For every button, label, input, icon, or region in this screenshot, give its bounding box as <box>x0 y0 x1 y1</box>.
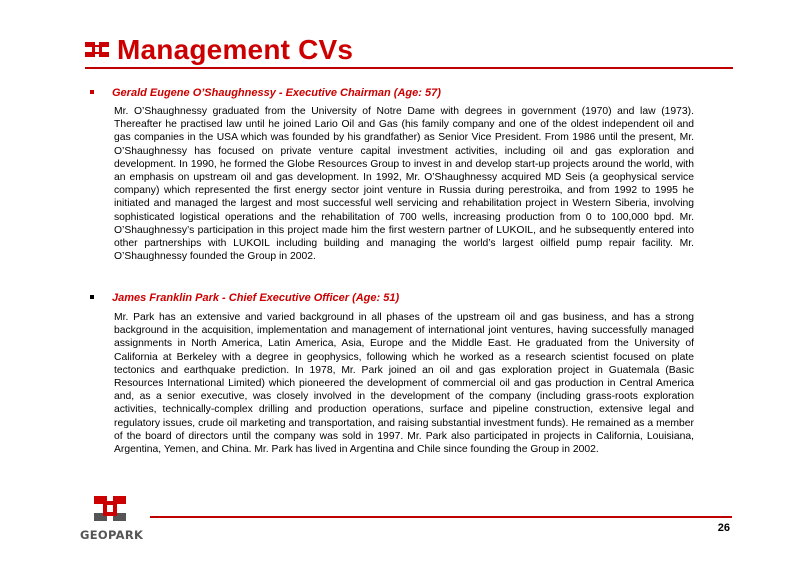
cv-heading: James Franklin Park - Chief Executive Officer (Age: 51) <box>112 292 400 304</box>
page-number: 26 <box>717 522 730 534</box>
footer-divider <box>150 516 732 518</box>
cv-heading: Gerald Eugene O’Shaughnessy - Executive Chairman (Age: 57) <box>112 87 441 99</box>
cv-body: Mr. O’Shaughnessy graduated from the University of Notre Dame with degrees in government (1970) and law (1973). Thereafter he practised law until he joined Lario Oil and Gas (his family company and one of the oldest independent oil and gas companies in the USA which was founded by his grandfather) as Senior Vice President. From 1986 until the present, Mr. O’Shaughnessy has focused on private venture capital investment activities, including oil and gas exploration and development. In 1990, he formed the Globe Resources Group to invest in and develop start-up projects around the world, with an emphasis on upstream oil and gas development. In 1992, Mr. O’Shaughnessy acquired MD Seis (a geophysical service company) which represented the first energy sector joint venture in Russia during perestroika, and from 1992 to 1995 he initiated and managed the largest and most successful well servicing and rehabilitation project in Western Siberia, involving sophisticated logistical operations and the rehabilitation of 700 wells, increasing production from 0 to 100,000 bpd. Mr. O’Shaughnessy’s participation in this project made him the first western partner of LUKOIL, and he subsequently entered into other partnerships with LUKOIL including building and managing the world’s largest oilfield pump repair facility. Mr. O’Shaughnessy founded the Group in 2002. <box>114 106 694 263</box>
logo-wordmark: GEOPARK <box>80 528 144 542</box>
bullet-icon <box>90 295 94 299</box>
geopark-small-logo-icon <box>85 40 109 60</box>
footer-logo <box>80 494 144 548</box>
title-divider <box>85 67 733 69</box>
geopark-logo-icon <box>94 494 126 524</box>
bullet-icon <box>90 90 94 94</box>
page-title: Management CVs <box>117 34 354 65</box>
cv-body: Mr. Park has an extensive and varied background in all phases of the upstream oil and gas business, and has a strong background in the acquisition, implementation and management of international joint ventures, having successfully managed assignments in North America, Latin America, Asia, Europe and the Middle East. He graduated from the University of California at Berkeley with a degree in geophysics, following which he worked as a research scientist focused on plate tectonics and earthquake prediction. In 1978, Mr. Park joined an oil and gas exploration project in Guatemala (Basic Resources International Limited) which pioneered the development of commercial oil and gas production in Central America and, as a senior executive, was closely involved in the development of the company (including grass-roots exploration activities, technically-complex drilling and production operations, surface and pipeline construction, extensive legal and regulatory issues, crude oil marketing and transportation, and raising substantial investment funds). He remained as a member of the board of directors until the company was sold in 1997. Mr. Park also participated in projects in California, Louisiana, Argentina, Yemen, and China. Mr. Park has lived in Argentina and Chile since founding the Group in 2002. <box>114 312 694 456</box>
